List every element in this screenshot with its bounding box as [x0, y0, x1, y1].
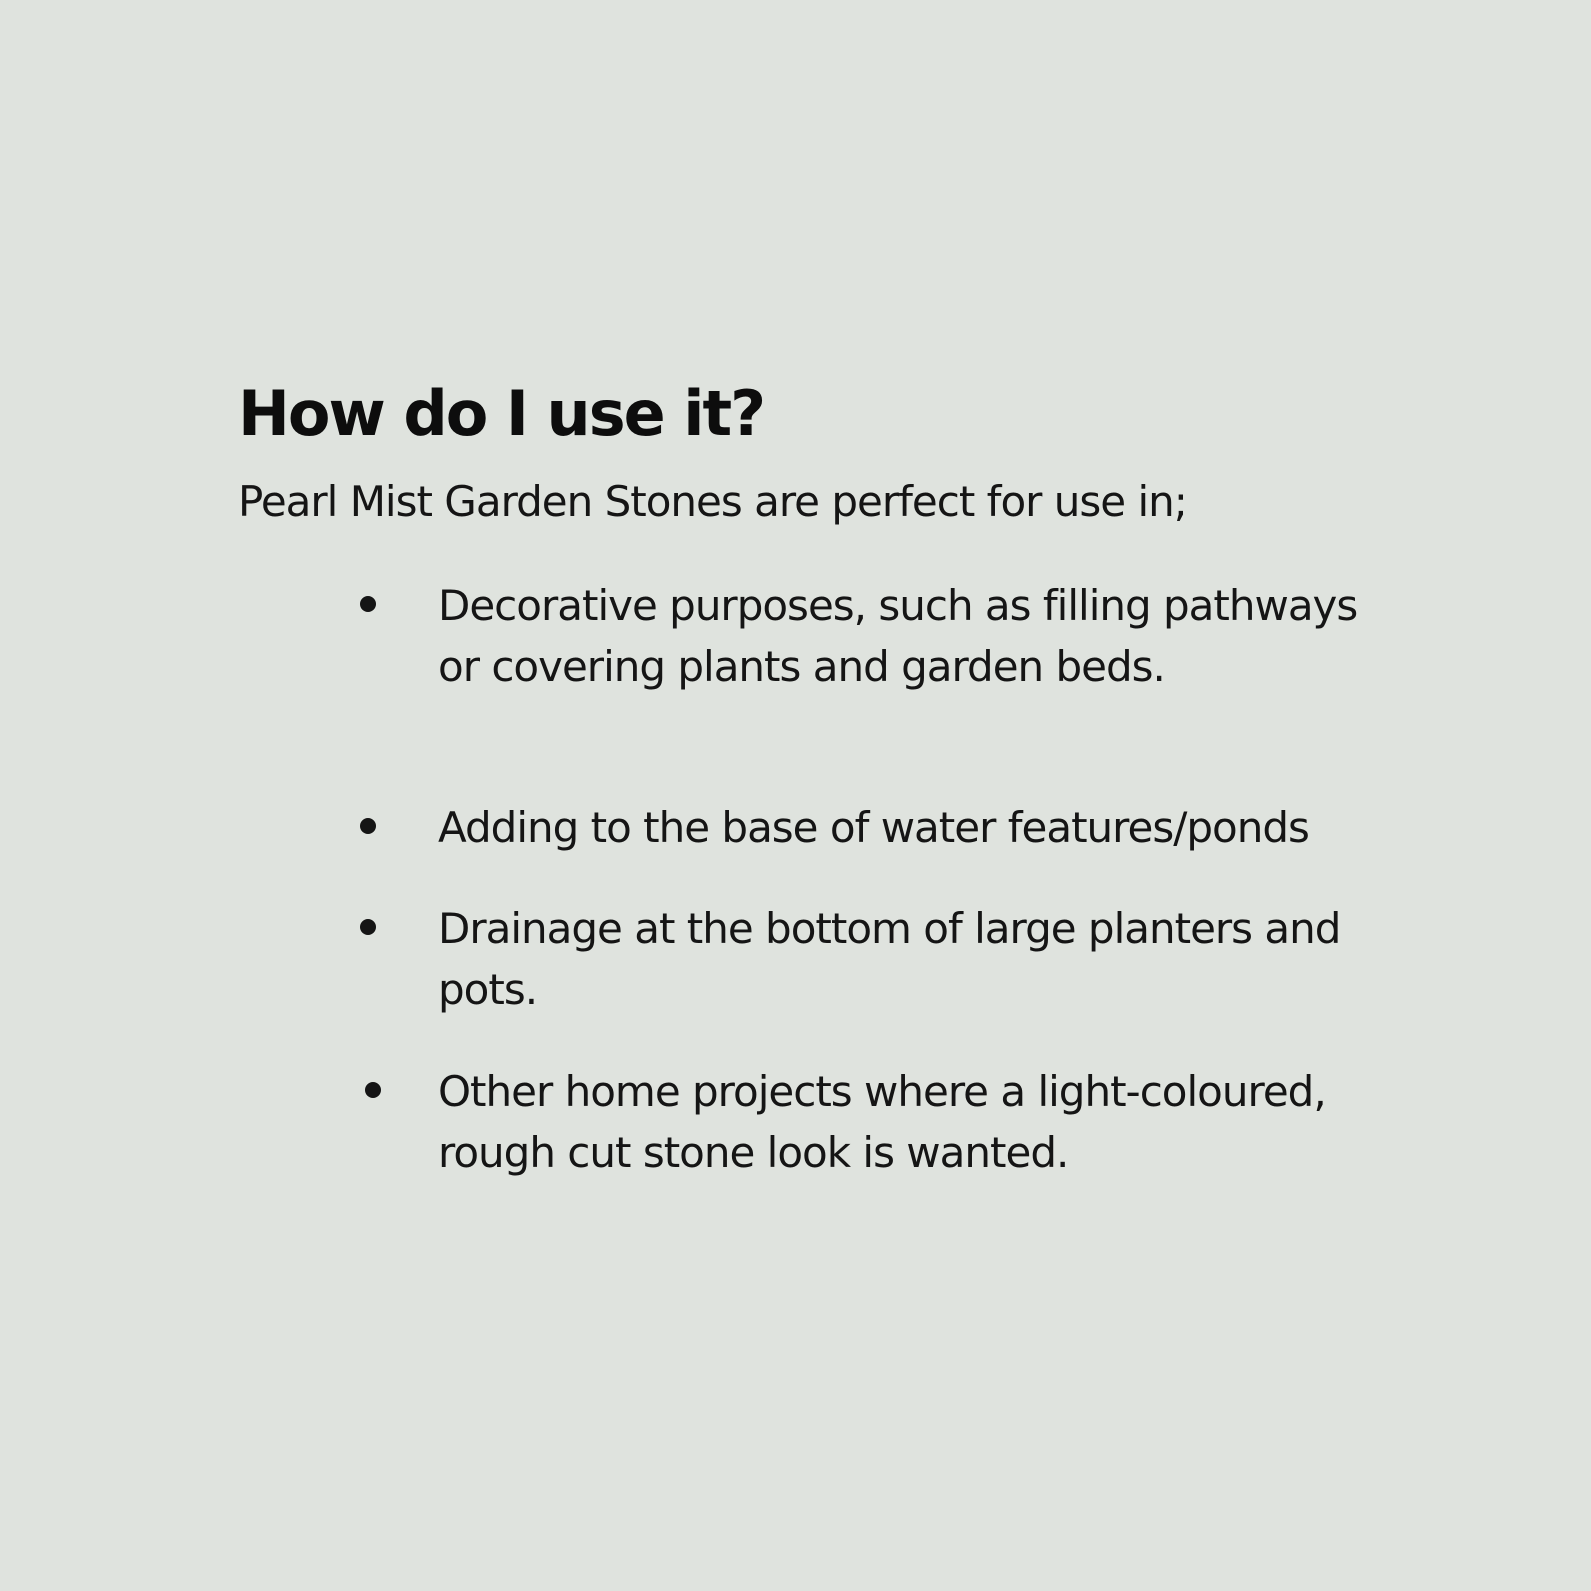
list-item-text: Decorative purposes, such as filling pathways or covering plants and garden beds.	[438, 581, 1358, 691]
bullet-icon	[360, 596, 376, 612]
intro-text: Pearl Mist Garden Stones are perfect for use in;	[238, 477, 1187, 526]
list-item-text: Adding to the base of water features/ponds	[438, 803, 1309, 852]
bullet-icon	[365, 1082, 381, 1098]
list-item-text: Drainage at the bottom of large planters and pots.	[438, 904, 1341, 1014]
page-title: How do I use it?	[238, 377, 765, 450]
list-item-text: Other home projects where a light-coloured, rough cut stone look is wanted.	[438, 1067, 1326, 1177]
bullet-icon	[360, 919, 376, 935]
bullet-icon	[360, 818, 376, 834]
